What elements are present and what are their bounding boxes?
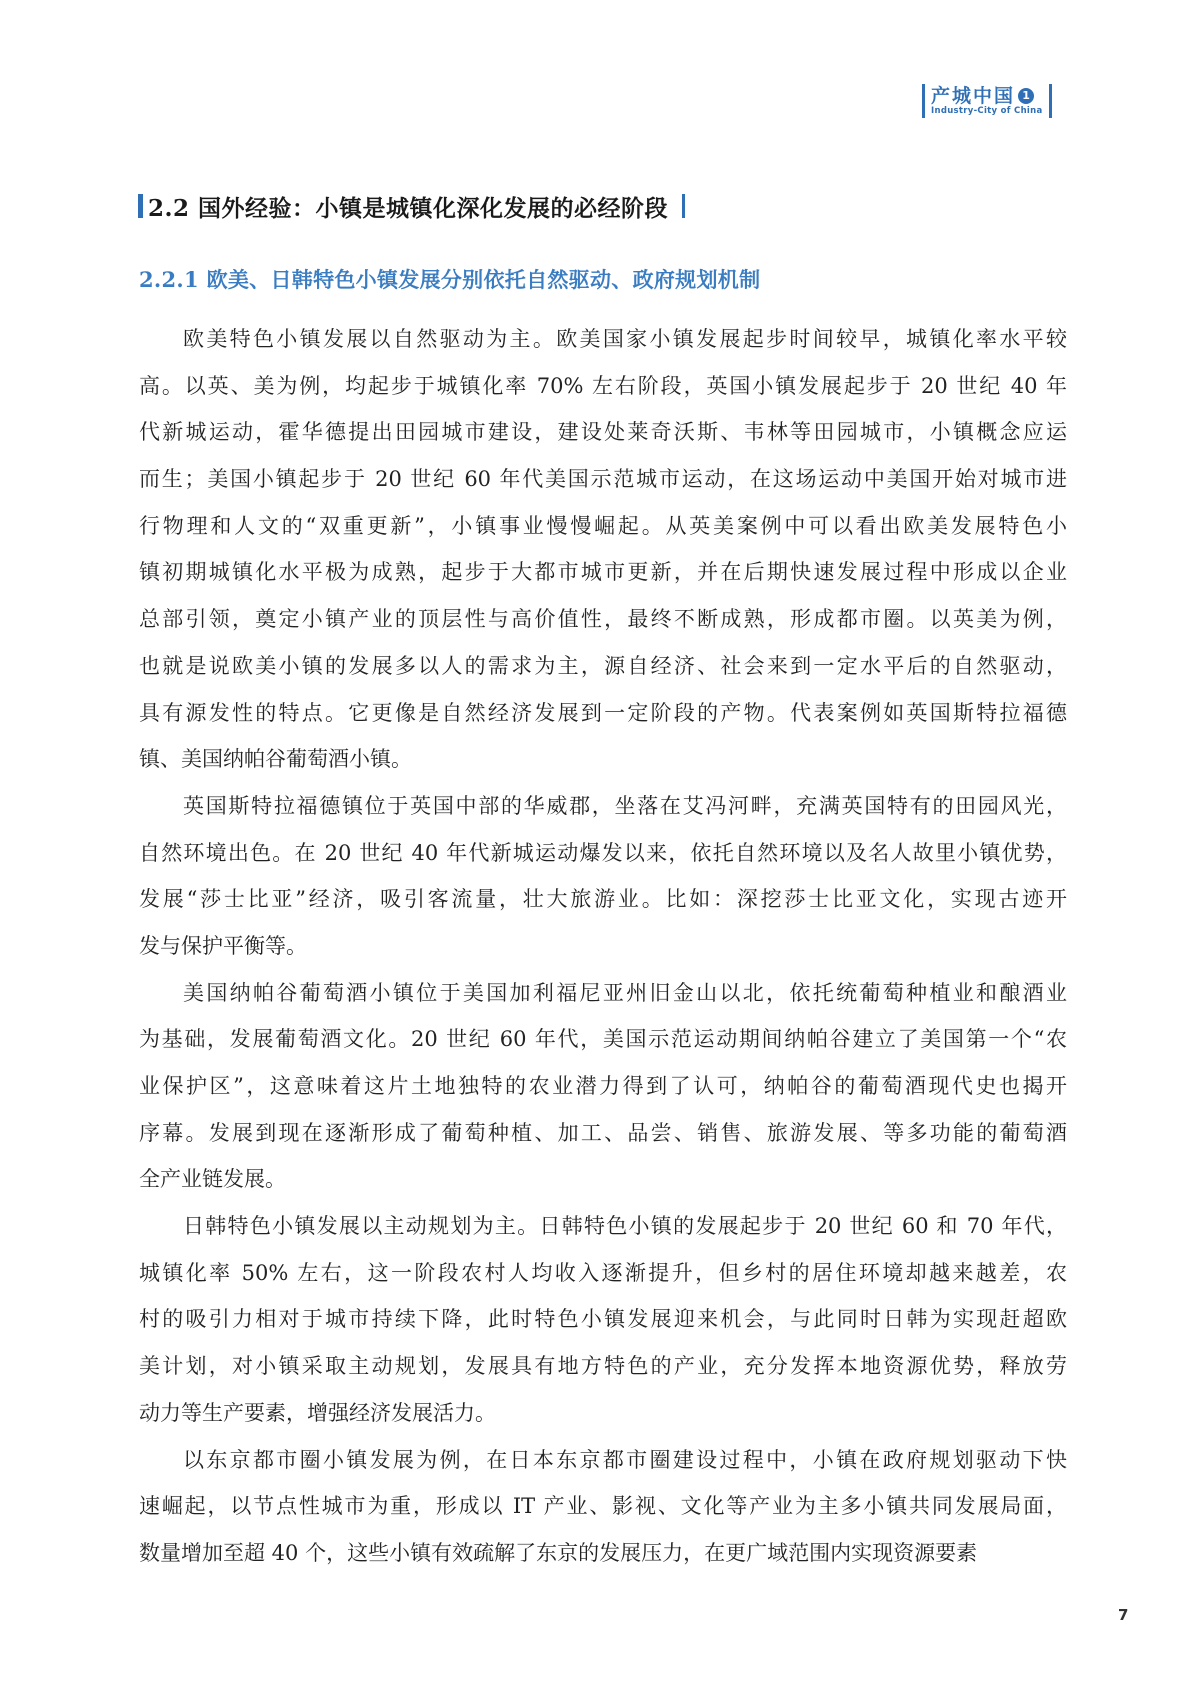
text-line: 镇、美国纳帕谷葡萄酒小镇。 (139, 747, 412, 772)
text-line: 发与保护平衡等。 (139, 933, 307, 958)
text-line: 代新城运动，霍华德提出田园城市建设，建设处莱奇沃斯、韦林等田园城市，小镇概念应运 (139, 420, 1067, 445)
text-line: 序幕。发展到现在逐渐形成了葡萄种植、加工、品尝、销售、旅游发展、等多功能的葡萄酒 (139, 1120, 1067, 1145)
text-line: 具有源发性的特点。它更像是自然经济发展到一定阶段的产物。代表案例如英国斯特拉福德 (139, 700, 1067, 725)
logo-right-bar (1049, 84, 1052, 118)
page-number: 7 (1118, 1606, 1129, 1624)
paragraph (139, 316, 1067, 783)
paragraph (139, 1203, 1067, 1436)
section-heading (138, 192, 685, 220)
paragraph (139, 1437, 1067, 1577)
heading-accent-bar-left (138, 194, 143, 218)
body-text (139, 316, 1067, 1577)
logo-title (931, 86, 1043, 106)
text-line: 全产业链发展。 (139, 1167, 286, 1192)
section-heading-text: 2.2 国外经验：小镇是城镇化深化发展的必经阶段 (148, 194, 669, 222)
text-line: 村的吸引力相对于城市持续下降，此时特色小镇发展迎来机会，与此同时日韩为实现赶超欧 (139, 1307, 1067, 1332)
logo-title-cn: 产城中国 (931, 84, 1016, 107)
text-line: 行物理和人文的“双重更新”，小镇事业慢慢崛起。从英美案例中可以看出欧美发展特色小 (139, 513, 1067, 538)
text-line: 欧美特色小镇发展以自然驱动为主。欧美国家小镇发展起步时间较早，城镇化率水平较 (183, 327, 1067, 351)
logo-text-block (925, 84, 1049, 118)
text-line: 以东京都市圈小镇发展为例，在日本东京都市圈建设过程中，小镇在政府规划驱动下快 (183, 1447, 1067, 1472)
logo-subtitle: Industry-City of China (931, 105, 1043, 116)
logo-badge-icon: 1 (1018, 88, 1034, 104)
text-line: 动力等生产要素，增强经济发展活力。 (139, 1400, 496, 1425)
text-line: 自然环境出色。在 20 世纪 40 年代新城运动爆发以来，依托自然环境以及名人故里小镇优势， (139, 840, 1067, 865)
text-line: 日韩特色小镇发展以主动规划为主。日韩特色小镇的发展起步于 20 世纪 60 和 70 年代， (183, 1214, 1067, 1239)
text-line: 总部引领，奠定小镇产业的顶层性与高价值性，最终不断成熟，形成都市圈。以英美为例， (139, 607, 1067, 632)
text-line: 而生；美国小镇起步于 20 世纪 60 年代美国示范城市运动，在这场运动中美国开始对城市进 (139, 467, 1067, 492)
text-line: 也就是说欧美小镇的发展多以人的需求为主，源自经济、社会来到一定水平后的自然驱动， (139, 653, 1067, 678)
text-line: 高。以英、美为例，均起步于城镇化率 70% 左右阶段，英国小镇发展起步于 20 世纪 40 年 (139, 373, 1067, 398)
text-line: 为基础，发展葡萄酒文化。20 世纪 60 年代，美国示范运动期间纳帕谷建立了美国第一个“农 (139, 1027, 1067, 1052)
text-line: 美国纳帕谷葡萄酒小镇位于美国加利福尼亚州旧金山以北，依托统葡萄种植业和酿酒业 (183, 980, 1067, 1005)
heading-accent-bar-right (682, 194, 685, 218)
text-line: 英国斯特拉福德镇位于英国中部的华威郡，坐落在艾冯河畔，充满英国特有的田园风光， (183, 793, 1067, 818)
subsection-heading: 2.2.1 欧美、日韩特色小镇发展分别依托自然驱动、政府规划机制 (139, 267, 761, 292)
text-line: 镇初期城镇化水平极为成熟，起步于大都市城市更新，并在后期快速发展过程中形成以企业 (139, 560, 1067, 585)
text-line: 美计划，对小镇采取主动规划，发展具有地方特色的产业，充分发挥本地资源优势，释放劳 (139, 1354, 1067, 1379)
text-line: 城镇化率 50% 左右，这一阶段农村人均收入逐渐提升，但乡村的居住环境却越来越差，农 (139, 1260, 1067, 1285)
text-line: 发展“莎士比亚”经济，吸引客流量，壮大旅游业。比如：深挖莎士比亚文化，实现古迹开 (139, 887, 1067, 912)
paragraph (139, 970, 1067, 1203)
text-line: 业保护区”，这意味着这片土地独特的农业潜力得到了认可，纳帕谷的葡萄酒现代史也揭开 (139, 1074, 1067, 1098)
text-line: 数量增加至超 40 个，这些小镇有效疏解了东京的发展压力，在更广域范围内实现资源要素 (139, 1540, 978, 1565)
header-logo (922, 84, 1052, 118)
text-line: 速崛起，以节点性城市为重，形成以 IT 产业、影视、文化等产业为主多小镇共同发展局面， (139, 1494, 1067, 1519)
paragraph (139, 783, 1067, 970)
